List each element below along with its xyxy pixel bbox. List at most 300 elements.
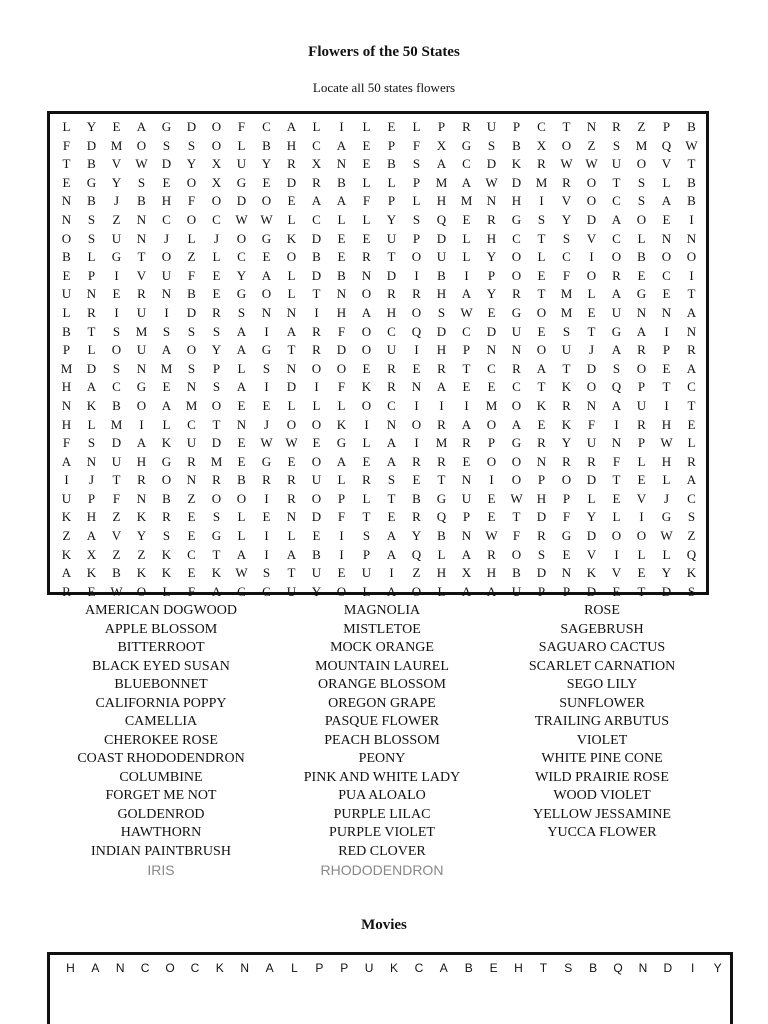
grid-cell: Y — [386, 211, 397, 227]
grid-cell: S — [112, 323, 121, 339]
grid-cell: R — [212, 472, 221, 488]
grid-cell: D — [186, 119, 197, 134]
grid-cell: F — [337, 509, 346, 525]
grid-cell: N — [186, 472, 197, 488]
grid-cell: G — [111, 249, 122, 265]
grid-cell: A — [161, 342, 172, 358]
grid-cell: T — [512, 509, 521, 525]
grid-cell: F — [412, 137, 421, 153]
grid-cell: C — [187, 546, 196, 562]
word-list-item: FORGET ME NOT — [105, 788, 217, 803]
grid-cell: B — [262, 137, 271, 153]
grid-cell: I — [339, 119, 344, 134]
grid-cell: B — [112, 565, 121, 581]
word-list-item: PUA ALOALO — [338, 788, 426, 803]
grid-cell: O — [236, 230, 247, 246]
grid-cell: Y — [211, 342, 222, 358]
grid-cell: D — [661, 583, 672, 599]
grid-cell: N — [461, 528, 472, 544]
grid-cell: R — [562, 453, 571, 469]
grid-cell: E — [487, 379, 496, 395]
grid-cell: T — [362, 509, 371, 525]
grid-cell: R — [562, 174, 571, 190]
grid-cell: A — [311, 193, 322, 209]
grid-cell: H — [336, 304, 347, 320]
word-list-item: WHITE PINE CONE — [541, 751, 663, 766]
grid-cell: T — [537, 230, 546, 246]
grid-cell: P — [637, 435, 646, 451]
grid-cell: Q — [661, 137, 672, 153]
grid-cell: I — [264, 379, 269, 395]
grid-cell: H — [66, 961, 75, 975]
grid-cell: P — [562, 583, 571, 599]
grid-cell: U — [386, 230, 397, 246]
grid-cell: D — [311, 230, 322, 246]
grid-cell: A — [386, 583, 397, 599]
grid-cell: D — [311, 509, 322, 525]
grid-cell: E — [237, 435, 246, 451]
grid-cell: N — [286, 304, 297, 320]
grid-cell: E — [562, 546, 571, 562]
word-column-2 — [262, 602, 502, 880]
grid-cell: U — [111, 453, 122, 469]
grid-cell: L — [312, 119, 321, 134]
grid-cell: O — [165, 961, 175, 975]
grid-cell: E — [287, 193, 296, 209]
grid-cell: P — [340, 961, 349, 975]
grid-cell: K — [161, 565, 172, 581]
grid-cell: J — [663, 490, 670, 506]
grid-cell: I — [414, 435, 419, 451]
grid-cell: I — [664, 397, 669, 413]
grid-cell: G — [211, 528, 222, 544]
grid-cell: M — [135, 323, 148, 339]
grid-cell: P — [387, 193, 396, 209]
grid-cell: E — [487, 304, 496, 320]
grid-cell: L — [412, 119, 421, 134]
grid-cell: N — [661, 304, 672, 320]
grid-cell: F — [562, 509, 571, 525]
grid-cell: F — [112, 490, 121, 506]
grid-cell: D — [663, 961, 673, 975]
grid-cell: F — [187, 267, 196, 283]
grid-cell: A — [486, 583, 497, 599]
grid-cell: Z — [687, 528, 696, 544]
grid-cell: C — [487, 360, 496, 376]
word-list-item: COAST RHODODENDRON — [77, 751, 245, 766]
grid-cell: D — [161, 156, 172, 172]
grid-cell: L — [637, 230, 646, 246]
grid-cell: N — [61, 211, 72, 227]
grid-cell: P — [462, 509, 471, 525]
grid-cell: S — [162, 528, 171, 544]
grid-row — [50, 583, 706, 602]
grid-cell: A — [439, 961, 448, 975]
grid-cell: T — [387, 490, 396, 506]
grid-cell: N — [261, 304, 272, 320]
word-list-item: TRAILING ARBUTUS — [534, 714, 670, 729]
grid-cell: P — [662, 342, 671, 358]
grid-cell: E — [462, 379, 471, 395]
grid-cell: K — [161, 546, 172, 562]
grid-cell: R — [587, 453, 596, 469]
grid-cell: K — [361, 379, 372, 395]
grid-cell: T — [562, 360, 571, 376]
grid-cell: L — [662, 472, 671, 488]
grid-cell: P — [512, 119, 521, 134]
grid-cell: R — [162, 509, 171, 525]
grid-cell: H — [514, 961, 523, 975]
grid-cell: Y — [586, 509, 597, 525]
grid-cell: Q — [613, 961, 623, 975]
grid-cell: Z — [187, 490, 196, 506]
grid-cell: S — [162, 137, 171, 153]
grid-cell: U — [61, 490, 72, 506]
grid-cell: B — [437, 267, 446, 283]
grid-cell: R — [512, 360, 521, 376]
grid-cell: R — [362, 472, 371, 488]
grid-cell: J — [588, 342, 595, 358]
grid-cell: H — [486, 230, 497, 246]
grid-cell: G — [236, 174, 247, 190]
grid-cell: S — [87, 435, 96, 451]
grid-cell: A — [336, 137, 347, 153]
grid-cell: C — [687, 490, 696, 506]
grid-cell: T — [687, 397, 696, 413]
word-list-item: BITTERROOT — [117, 640, 205, 655]
grid-cell: Y — [111, 174, 122, 190]
grid-cell: I — [539, 193, 544, 209]
grid-cell: S — [237, 304, 246, 320]
grid-cell: T — [212, 546, 221, 562]
word-list-item: ORANGE BLOSSOM — [318, 677, 446, 692]
grid-cell: O — [636, 528, 647, 544]
grid-cell: A — [461, 546, 472, 562]
grid-cell: A — [386, 453, 397, 469]
grid-cell: V — [636, 490, 647, 506]
word-list-item: IRIS — [147, 862, 175, 878]
grid-cell: P — [487, 267, 496, 283]
grid-cell: E — [187, 509, 196, 525]
grid-cell: O — [61, 230, 72, 246]
grid-cell: X — [211, 156, 222, 172]
grid-cell: L — [362, 490, 371, 506]
grid-cell: S — [687, 583, 696, 599]
grid-cell: S — [362, 528, 371, 544]
grid-cell: B — [237, 472, 246, 488]
grid-cell: E — [637, 472, 646, 488]
grid-cell: B — [464, 961, 473, 975]
grid-cell: O — [411, 249, 422, 265]
grid-cell: T — [437, 472, 446, 488]
grid-cell: G — [561, 528, 572, 544]
grid-cell: O — [511, 453, 522, 469]
grid-cell: I — [264, 323, 269, 339]
grid-cell: P — [315, 961, 324, 975]
word-list-item: AMERICAN DOGWOOD — [84, 603, 238, 618]
grid-cell: N — [536, 453, 547, 469]
grid-cell: R — [612, 119, 621, 134]
grid-cell: S — [437, 304, 446, 320]
grid-cell: W — [460, 304, 473, 320]
grid-cell: K — [161, 435, 172, 451]
page-subtitle: Locate all 50 states flowers — [312, 80, 456, 95]
grid-cell: P — [487, 435, 496, 451]
grid-cell: H — [61, 416, 72, 432]
grid-cell: U — [364, 961, 374, 975]
grid-cell: D — [586, 211, 597, 227]
grid-cell: E — [687, 416, 696, 432]
grid-cell: A — [91, 961, 100, 975]
grid-cell: A — [211, 583, 222, 599]
grid-cell: S — [562, 323, 571, 339]
grid-cell: B — [312, 546, 321, 562]
grid-row — [50, 174, 706, 193]
grid-cell: N — [236, 416, 247, 432]
grid-cell: U — [311, 565, 322, 581]
grid-cell: N — [136, 360, 147, 376]
grid-cell: K — [211, 565, 222, 581]
grid-cell: B — [412, 490, 421, 506]
grid-cell: E — [337, 565, 346, 581]
grid-cell: R — [687, 453, 696, 469]
grid-cell: U — [461, 490, 472, 506]
grid-cell: S — [187, 323, 196, 339]
grid-cell: C — [462, 323, 471, 339]
grid-cell: I — [339, 528, 344, 544]
grid-cell: B — [62, 249, 71, 265]
grid-cell: I — [139, 416, 144, 432]
grid-cell: O — [561, 472, 572, 488]
grid-cell: B — [512, 137, 521, 153]
grid-row — [50, 304, 706, 323]
grid-cell: H — [286, 137, 297, 153]
grid-cell: I — [414, 342, 419, 358]
grid-cell: I — [439, 397, 444, 413]
grid-cell: I — [264, 546, 269, 562]
grid-cell: E — [237, 453, 246, 469]
grid-cell: O — [536, 304, 547, 320]
grid-cell: W — [660, 435, 673, 451]
grid-cell: S — [262, 360, 271, 376]
grid-cell: U — [236, 156, 247, 172]
grid-cell: O — [186, 211, 197, 227]
grid-cell: I — [464, 397, 469, 413]
grid-cell: V — [586, 230, 597, 246]
grid-cell: S — [687, 509, 696, 525]
grid-cell: G — [136, 379, 147, 395]
grid-cell: R — [312, 174, 321, 190]
grid-cell: N — [361, 267, 372, 283]
grid-cell: B — [512, 565, 521, 581]
grid-cell: G — [461, 137, 472, 153]
grid-cell: L — [612, 509, 621, 525]
grid-cell: A — [136, 435, 147, 451]
grid-cell: E — [637, 565, 646, 581]
grid-cell: O — [211, 193, 222, 209]
grid-cell: D — [436, 323, 447, 339]
grid-cell: C — [387, 323, 396, 339]
word-list-item: MOCK ORANGE — [330, 640, 434, 655]
grid-cell: V — [136, 267, 147, 283]
grid-cell: S — [612, 137, 621, 153]
grid-row — [50, 453, 706, 472]
grid-cell: U — [511, 583, 522, 599]
grid-cell: D — [586, 528, 597, 544]
grid-cell: R — [412, 509, 421, 525]
grid-cell: M — [110, 137, 123, 153]
word-list-item: PURPLE VIOLET — [329, 825, 435, 840]
grid-cell: N — [286, 360, 297, 376]
grid-cell: Z — [112, 211, 121, 227]
grid-row — [50, 155, 706, 174]
grid-cell: B — [637, 249, 646, 265]
grid-cell: L — [362, 211, 371, 227]
grid-cell: N — [511, 342, 522, 358]
grid-cell: A — [661, 193, 672, 209]
grid-cell: U — [436, 249, 447, 265]
grid-cell: A — [461, 174, 472, 190]
grid-cell: S — [187, 137, 196, 153]
grid-cell: L — [387, 174, 396, 190]
grid-cell: R — [562, 397, 571, 413]
grid-cell: S — [637, 174, 646, 190]
grid-cell: P — [87, 267, 96, 283]
grid-cell: G — [436, 490, 447, 506]
grid-cell: O — [511, 249, 522, 265]
grid-cell: H — [436, 342, 447, 358]
grid-cell: D — [436, 230, 447, 246]
grid-cell: U — [611, 156, 622, 172]
grid-cell: C — [462, 156, 471, 172]
grid-cell: L — [287, 528, 296, 544]
grid-row — [50, 267, 706, 286]
grid-cell: N — [86, 453, 97, 469]
grid-cell: Z — [637, 119, 646, 134]
grid-cell: K — [136, 509, 147, 525]
grid-cell: N — [61, 193, 72, 209]
grid-cell: A — [611, 286, 622, 302]
word-list-item: CALIFORNIA POPPY — [95, 695, 227, 711]
grid-cell: S — [387, 472, 396, 488]
word-list-item: MAGNOLIA — [343, 603, 421, 618]
grid-cell: O — [211, 397, 222, 413]
grid-row — [50, 508, 706, 527]
grid-cell: L — [287, 267, 296, 283]
grid-cell: W — [485, 174, 498, 190]
word-list-item: PEONY — [358, 751, 406, 766]
grid-cell: D — [511, 174, 522, 190]
grid-cell: E — [187, 528, 196, 544]
grid-cell: E — [537, 267, 546, 283]
grid-cell: I — [639, 509, 644, 525]
grid-cell: G — [161, 453, 172, 469]
grid-cell: A — [536, 360, 547, 376]
grid-cell: L — [687, 435, 696, 451]
grid-cell: I — [414, 397, 419, 413]
grid-cell: N — [115, 961, 125, 975]
grid-cell: L — [462, 230, 471, 246]
grid-cell: E — [262, 397, 271, 413]
grid-cell: S — [637, 193, 646, 209]
grid-cell: P — [462, 342, 471, 358]
grid-cell: V — [561, 193, 572, 209]
grid-cell: O — [486, 416, 497, 432]
grid-cell: T — [612, 472, 621, 488]
grid-cell: A — [436, 379, 447, 395]
grid-cell: O — [186, 342, 197, 358]
grid-cell: O — [211, 119, 222, 134]
grid-row — [50, 564, 706, 583]
grid-cell: L — [312, 397, 321, 413]
grid-cell: A — [511, 416, 522, 432]
grid-cell: R — [537, 435, 546, 451]
grid-cell: E — [337, 230, 346, 246]
grid-row — [50, 416, 706, 435]
grid-cell: J — [88, 472, 95, 488]
movies-letter-grid — [47, 952, 733, 1024]
grid-cell: C — [112, 379, 121, 395]
grid-cell: N — [136, 230, 147, 246]
grid-cell: N — [86, 286, 97, 302]
grid-cell: E — [662, 286, 671, 302]
word-list-item: SCARLET CARNATION — [528, 658, 676, 674]
grid-cell: D — [286, 379, 297, 395]
grid-cell: H — [161, 193, 172, 209]
grid-cell: T — [537, 379, 546, 395]
grid-cell: H — [386, 304, 397, 320]
grid-cell: R — [387, 286, 396, 302]
grid-cell: E — [187, 565, 196, 581]
grid-cell: P — [412, 230, 421, 246]
grid-cell: O — [261, 193, 272, 209]
grid-cell: I — [314, 304, 319, 320]
grid-cell: G — [511, 304, 522, 320]
grid-cell: C — [237, 583, 246, 599]
grid-cell: Y — [186, 156, 197, 172]
grid-cell: W — [685, 137, 698, 153]
grid-cell: N — [636, 304, 647, 320]
grid-cell: W — [285, 435, 298, 451]
grid-cell: K — [536, 397, 547, 413]
grid-cell: R — [612, 267, 621, 283]
grid-cell: R — [462, 119, 471, 134]
grid-cell: I — [689, 267, 694, 283]
grid-cell: F — [612, 453, 621, 469]
grid-cell: B — [387, 156, 396, 172]
grid-cell: I — [664, 323, 669, 339]
grid-cell: K — [561, 416, 572, 432]
grid-cell: S — [562, 230, 571, 246]
word-list-item: YELLOW JESSAMINE — [533, 806, 671, 822]
grid-cell: B — [589, 961, 598, 975]
grid-cell: U — [636, 397, 647, 413]
grid-cell: S — [212, 509, 221, 525]
grid-cell: L — [237, 360, 246, 376]
grid-cell: M — [60, 360, 73, 376]
grid-cell: O — [211, 490, 222, 506]
grid-cell: I — [489, 472, 494, 488]
grid-cell: E — [362, 360, 371, 376]
grid-cell: D — [186, 304, 197, 320]
grid-cell: M — [435, 174, 448, 190]
grid-cell: N — [586, 119, 597, 134]
grid-cell: G — [261, 453, 272, 469]
grid-cell: G — [261, 342, 272, 358]
grid-cell: B — [62, 323, 71, 339]
grid-cell: W — [135, 156, 148, 172]
word-list-item: SEGO LILY — [566, 677, 638, 692]
